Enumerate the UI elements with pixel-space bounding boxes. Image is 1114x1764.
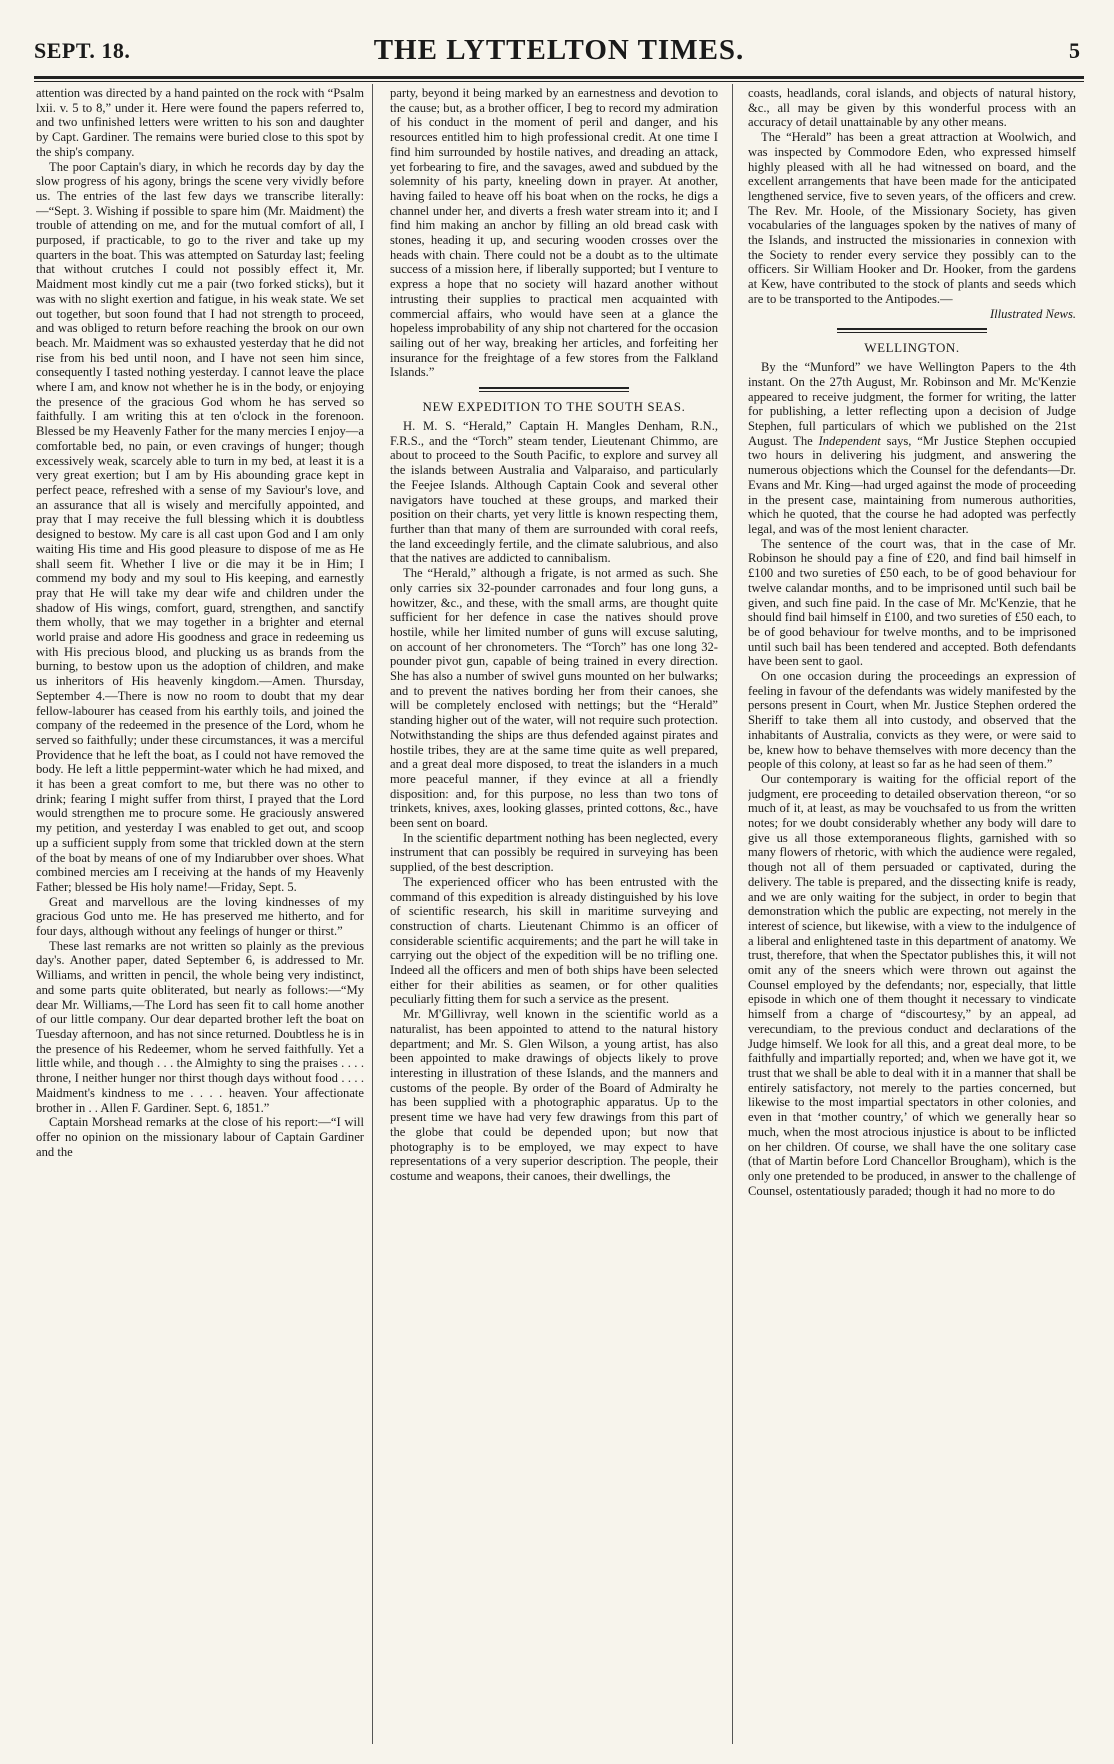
- paragraph: The sentence of the court was, that in the case of Mr. Robinson he should pay a fine of £20, and find bail himself in £100 and two sureties of £50 each, to be of good behaviour for twelve calandar months, and to be imprisoned until such bail be given, and such fine paid. In the case of Mr. Mc'Kenzie, that he should find bail himself in £100, and two sureties of £50 each, to be of good behaviour for twelve months, and to be imprisoned until such bail has been tendered and accepted. Both defendants have been sent to gaol.: [748, 536, 1076, 669]
- paragraph: Our contemporary is waiting for the official report of the judgment, ere proceeding to detailed observation thereon, “or so much of it, at least, as may be vouchsafed to us from the written notes; for we doubt considerably whether any body will dare to give us all those extemporaneous flights, garnished with so many flowers of rhetoric, with which the audience were regaled, though not all of them persuaded or captivated, during the delivery. The table is prepared, and the dissecting knife is ready, and we are only waiting for the subject, in order to begin that demonstration which the public are expecting, not merely in the interest of science, but likewise, with a view to the indulgence of a liberal and enlightened taste in this department of anatomy. We trust, therefore, that when the Spectator publishes this, it will not omit any of the sneers which were thrown out against the Counsel employed by the defendants; nor, especially, that little episode in which one of them thought it necessary to vindicate himself from a charge of “discourtesy,” by an appeal, ad verecundiam, to the previous conduct and declarations of the Judge himself. We look for all this, and a great deal more, to be faithfully and impartially reported; and, when we have got it, we trust that we shall be able to deal with it in a manner that shall be entirely satisfactory, not merely to the parties concerned, but likewise to the most impartial spectators in other colonies, and even in that ‘mother country,’ of which we generally hear so much, when the most atrocious injustice is about to be inflicted on her children. Of course, we shall have the one solitary case (that of Martin before Lord Chancellor Brougham), which is the only one pretended to be produced, in answer to the challenge of Counsel, ostentatiously paraded; though it had no more to do: [748, 771, 1076, 1198]
- masthead-rule-thin: [34, 81, 1084, 82]
- issue-date: SEPT. 18.: [34, 38, 131, 63]
- paragraph-text: By the “Munford” we have Wellington Papers to the 4th instant. On the 27th August, Mr. Robinson and Mr. Mc'Kenzie appeared to receive judgment, the former for writing, the latter for publishing, a letter reflecting upon a decision of Judge Stephen, full particulars of which we published on the 21st August. The: [748, 360, 1076, 448]
- masthead-rule: [34, 76, 1084, 79]
- column-divider: [732, 84, 733, 1744]
- article-heading: NEW EXPEDITION TO THE SOUTH SEAS.: [422, 399, 686, 415]
- source-credit: Illustrated News.: [989, 306, 1076, 321]
- paragraph: The poor Captain's diary, in which he records day by day the slow progress of his agony, brings the scene very vividly before us. The entries of the last few days we transcribe literally:—“Sept. 3. Wishing if possible to spare him (Mr. Maidment) the trouble of attending on me, and for the mutual comfort of all, I purposed, if practicable, to go to the river and take up my quarters in the boat. This was attempted on Saturday last; feeling that without crutches I could not possibly effect it, Mr. Maidment most kindly cut me a pair (two forked sticks), but it was with no slight exertion and fatigue, in his weak state. We set out together, but soon found that I had not strength to proceed, and was obliged to return before reaching the brook on our own beach. Mr. Maidment was so exhausted yesterday that he did not rise from his bed until noon, and I have not seen him since, consequently I tasted nothing yesterday. I cannot leave the place where I am, and know not whether he is in the body, or enjoying the presence of the gracious God whom he has served so faithfully. I am writing this at ten o'clock in the forenoon. Blessed be my Heavenly Father for the many mercies I enjoy—a comfortable bed, no pain, or even cravings of hunger; though excessively weak, scarcely able to turn in my bed, at least it is a very great exertion; but I am by His abounding grace kept in perfect peace, refreshed with a sense of my Saviour's love, and an assurance that all is wisely and mercifully appointed, and pray that I may receive the full blessing which it is doubtless designed to bestow. My care is all cast upon God and I am only waiting His time and His good pleasure to dispose of me as He shall seem fit. Whether I live or die may it be in Him; I commend my body and my soul to His keeping, and earnestly pray that He will take my dear wife and children under the shadow of His wings, comfort, guard, strengthen, and sanctify them wholly, that we may together in a brighter and eternal world praise and adore His goodness and grace in redeeming us with His precious blood, and plucking us as brands from the burning, to bestow upon us the adoption of children, and make us inheritors of His heavenly kingdom.—Amen. Thursday, September 4.—There is now no room to doubt that my dear fellow-labourer has ceased from his earthly toils, and joined the company of the redeemed in the presence of the Lord, whom he served so faithfully; under these circumstances, it was a merciful Providence that he left the boat, as I could not have removed the body. He left a little peppermint-water which he had mixed, and it has been a great comfort to me, but there was no other to drink; fearing I might suffer from thirst, I prayed that the Lord would strengthen me to procure some. He graciously answered my petition, and yesterday I was enabled to get out, and scoop up a sufficient supply from some that trickled down at the stern of the boat by means of one of my Indiarubber over shoes. What combined mercies am I receiving at the hands of my Heavenly Father; blessed be His holy name!—Friday, Sept. 5.: [36, 159, 364, 894]
- column-3: [748, 86, 1076, 1746]
- paragraph: H. M. S. “Herald,” Captain H. Mangles Denham, R.N., F.R.S., and the “Torch” steam tender, Lieutenant Chimmo, are about to proceed to the South Pacific, to explore and survey all the islands between Australia and Valparaiso, and particularly the Feejee Islands. Although Captain Cook and several other navigators have touched at these groups, and marked their position on their charts, yet very little is known respecting them, further than that many of them are surrounded with coral reefs, the land exceedingly fertile, and the climate salubrious, and also that the natives are addicted to cannibalism.: [390, 419, 718, 566]
- paragraph: The “Herald,” although a frigate, is not armed as such. She only carries six 32-pounder carronades and four long guns, a howitzer, &c., and these, with the small arms, are thought quite sufficient for her defence in case the natives should prove hostile, while her limited number of guns will excuse saluting, on account of her chronometers. The “Torch” has one long 32-pounder pivot gun, capable of being trained in every direction. She has also a number of swivel guns mounted on her bulwarks; and to prevent the natives bording her from their canoes, she will be completely enclosed with nettings; but the “Herald” standing higher out of the water, will not require such protection. Notwithstanding the ships are thus defended against pirates and hostile tribes, they are at the same time quite as well prepared, and a great deal more disposed, to treat the islanders in a much more peaceful manner, if they evince at all a friendly disposition: and, for this purpose, no less than two tons of trinkets, knives, axes, looking glasses, printed cottons, &c., have been sent on board.: [390, 566, 718, 831]
- column-divider: [372, 84, 373, 1744]
- paragraph: The “Herald” has been a great attraction at Woolwich, and was inspected by Commodore Eden, who expressed himself highly pleased with all he had witnessed on board, and the excellent arrangements that have been made for the anticipated lengthened service, five to seven years, of the officers and crew. The Rev. Mr. Hoole, of the Missionary Society, has given vocabularies of the languages spoken by the natives of many of the Islands, and instructed the missionaries in connexion with the Society to render every service they possibly can to the officers. Sir William Hooker and Dr. Hooker, from the gardens at Kew, have contributed to the stock of plants and seeds which are to be transported to the Antipodes.—: [748, 130, 1076, 306]
- paragraph: coasts, headlands, coral islands, and objects of natural history, &c., all may be given by this wonderful process with an accuracy of detail unattainable by any other means.: [748, 86, 1076, 130]
- paragraph: Captain Morshead remarks at the close of his report:—“I will offer no opinion on the missionary labour of Captain Gardiner and the: [36, 1115, 364, 1159]
- paragraph: party, beyond it being marked by an earnestness and devotion to the cause; but, as a brother officer, I beg to record my admiration of his conduct in the moment of peril and danger, and his resources entitled him to high professional credit. At one time I find him surrounded by hostile natives, and dreading an attack, yet forbearing to fire, and the savages, awed and subdued by the solemnity of his party, kneeling down in prayer. At another, having failed to heave off his boat when on the rocks, he digs a channel under her, and diverts a fresh water stream into it; and I find him making an anchor by filling an old bread cask with stones, heading it up, and securing wooden crosses over the heads with chain. There could not be a doubt as to the ultimate success of a mission here, if liberally supported; but I venture to express a hope that no society will hazard another without intrusting their supplies to practical men acquainted with commercial affairs, who would have seen at a glance the hopeless improbability of any ship not chartered for the occasion sailing out of her way, breaking her articles, and forfeiting her insurance for the freightage of a few stores from the Falkland Islands.”: [390, 86, 718, 380]
- newspaper-name: Independent: [818, 433, 881, 448]
- paragraph: The experienced officer who has been entrusted with the command of this expedition is already distinguished by his love of scientific research, his skill in maritime surveying and construction of charts. Lieutenant Chimmo is an officer of considerable scientific acquirements; and the part he will take in carrying out the object of the expedition will be no trifling one. Indeed all the officers and men of both ships have been selected either for their abilities as seamen, or for other qualities peculiarly fitting them for such a service as the present.: [390, 874, 718, 1007]
- paragraph: In the scientific department nothing has been neglected, every instrument that can possibly be required in surveying has been supplied, of the best description.: [390, 830, 718, 875]
- article-heading: WELLINGTON.: [864, 340, 960, 356]
- paragraph-text: says, “Mr Justice Stephen occupied two hours in delivering his judgment, and answering the numerous objections which the Counsel for the defendants—Dr. Evans and Mr. King—had urged against the mode of proceeding in the present case, maintaining from numerous authorities, which he quoted, that the course he had adopted was perfectly legal, and was of the most lenient character.: [748, 433, 1076, 536]
- paragraph: Mr. M'Gillivray, well known in the scientific world as a naturalist, has been appointed to attend to the natural history department; and Mr. S. Glen Wilson, a young artist, has also been appointed to make drawings of objects likely to prove interesting in illustration of these Islands, and the manners and customs of the people. By order of the Board of Admiralty he has been supplied with a photographic apparatus. Up to the present time we have had very few drawings from this part of the globe that could be depended upon; but now that photography is to be employed, we may expect to have representations of a very superior description. The people, their costume and weapons, their canoes, their dwellings, the: [390, 1007, 718, 1183]
- paragraph: On one occasion during the proceedings an expression of feeling in favour of the defendants was widely manifested by the persons present in Court, when Mr. Justice Stephen ordered the Sheriff to take them all into custody, and observed that the inhabitants of Australia, convicts as they were, or were said to be, knew how to behave themselves with more decency than the people of this colony, at least so far as he had seen of them.”: [748, 669, 1076, 772]
- masthead: [34, 32, 1084, 72]
- paragraph: [748, 360, 1076, 536]
- section-separator: [837, 328, 987, 333]
- newspaper-title: THE LYTTELTON TIMES.: [373, 34, 745, 66]
- page-number: 5: [1069, 38, 1080, 63]
- column-1: [36, 86, 364, 1746]
- paragraph: attention was directed by a hand painted on the rock with “Psalm lxii. v. 5 to 8,” under it. Here were found the papers referred to, and two unfinished letters were written to his son and daughter by Capt. Gardiner. The remains were buried close to this spot by the ship's company.: [36, 86, 364, 159]
- column-2: [390, 86, 718, 1746]
- section-separator: [479, 387, 629, 392]
- paragraph: Great and marvellous are the loving kindnesses of my gracious God unto me. He has preserved me hitherto, and for four days, although without any feelings of hunger or thirst.”: [36, 894, 364, 939]
- paragraph: These last remarks are not written so plainly as the previous day's. Another paper, dated September 6, is addressed to Mr. Williams, and written in pencil, the whole being very indistinct, and some parts quite obliterated, but nearly as follows:—“My dear Mr. Williams,—The Lord has seen fit to call home another of our little company. Our dear departed brother left the boat on Tuesday afternoon, and has not since returned. Doubtless he is in the presence of his Redeemer, whom he served faithfully. Yet a little while, and though . . . the Almighty to sing the praises . . . . throne, I neither hunger nor thirst though days without food . . . . Maidment's kindness to me . . . . heaven. Your affectionate brother in . . Allen F. Gardiner. Sept. 6, 1851.”: [36, 938, 364, 1115]
